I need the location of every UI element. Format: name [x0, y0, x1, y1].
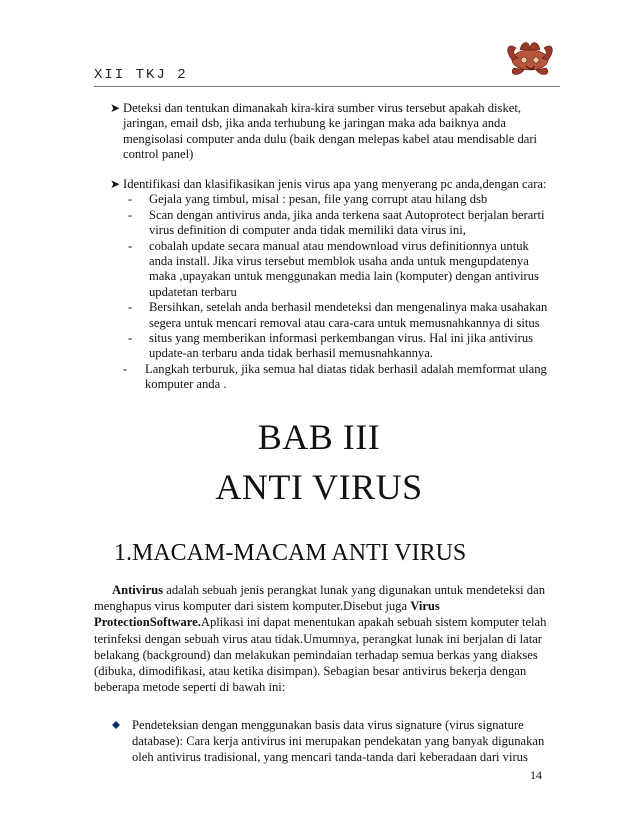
list-item: - situs yang memberikan informasi perkembangan virus. Hal ini jika antivirus update-an terbaru anda tidak berhasil memusnahkannya.	[128, 331, 534, 361]
term-virus-protection: Virus ProtectionSoftware.	[94, 599, 440, 630]
diamond-bullet-icon	[112, 721, 120, 729]
step-text: situs yang memberikan informasi perkembangan virus. Hal ini jika antivirus update-an terbaru anda tidak berhasil memusnahkannya.	[149, 331, 534, 361]
step-text: Langkah terburuk, jika semua hal diatas tidak berhasil adalah memformat ulang komputer anda .	[145, 361, 547, 392]
bullet-item-detect	[110, 101, 550, 163]
header-label: XII TKJ 2	[94, 67, 188, 83]
bullet-item-identify	[110, 177, 550, 393]
step-text: cobalah update secara manual atau mendownload virus definitionnya untuk anda install. Jika virus tersebut memblok usaha anda untuk mengupdatenya maka ,upayakan untuk menggunakan media lain (komputer) dengan antivirus updatetan terbaru	[149, 238, 539, 299]
paragraph-text: Aplikasi ini dapat menentukan apakah sebuah sistem komputer telah terinfeksi dengan sebuah virus atau tidak.Umumnya, perangkat lunak ini berjalan di latar belakang (background) dan melakukan pemindaian terhadap semua berkas yang diakses (dibuka, dimodifikasi, atau ketika disimpan). Sebagian besar antivirus bekerja dengan beberapa metode seperti di bawah ini:	[94, 615, 547, 695]
bullet-text: Identifikasi dan klasifikasikan jenis virus apa yang menyerang pc anda,dengan cara:	[123, 177, 547, 191]
chapter-number: BAB III	[257, 417, 381, 457]
term-antivirus: Antivirus	[112, 583, 164, 597]
list-item: - cobalah update secara manual atau mendownload virus definitionnya untuk anda install. Jika virus tersebut memblok usaha anda untuk mengupdatenya maka ,upayakan untuk menggunakan media lain (komputer) dengan antivirus updatetan terbaru	[128, 238, 539, 299]
header-rule	[94, 86, 560, 87]
arrow-bullet-icon: ➤	[110, 177, 121, 191]
list-item: - Bersihkan, setelah anda berhasil mendeteksi dan mengenalinya maka usahakan segera untuk mencari removal atau cara-cara untuk memusnahkannya di situs	[128, 300, 548, 330]
step-text: Gejala yang timbul, misal : pesan, file yang corrupt atau hilang dsb	[149, 192, 488, 207]
step-text: Bersihkan, setelah anda berhasil mendeteksi dan mengenalinya maka usahakan segera untuk mencari removal atau cara-cara untuk memusnahkannya di situs	[149, 300, 548, 330]
step-text: Scan dengan antivirus anda, jika anda terkena saat Autoprotect berjalan berarti virus definition di computer anda tidak memiliki data virus ini,	[149, 207, 545, 238]
list-item: - Gejala yang timbul, misal : pesan, file yang corrupt atau hilang dsb	[128, 192, 488, 207]
page-number: 14	[530, 768, 542, 782]
chapter-title: ANTI VIRUS	[215, 467, 423, 507]
section-heading: 1.MACAM-MACAM ANTI VIRUS	[114, 540, 467, 566]
decorative-ornament-icon	[500, 38, 560, 78]
list-item: - Scan dengan antivirus anda, jika anda terkena saat Autoprotect berjalan berarti virus definition di computer anda tidak memiliki data virus ini,	[128, 207, 545, 238]
bullet-text: Deteksi dan tentukan dimanakah kira-kira sumber virus tersebut apakah disket, jaringan, email dsb, jika anda terhubung ke jaringan maka ada baiknya anda mengisolasi computer anda dulu (baik dengan melepas kabel atau mendisable dari control panel)	[123, 101, 538, 162]
method-text: Pendeteksian dengan menggunakan basis data virus signature (virus signature database): Cara kerja antivirus ini merupakan pendekatan yang banyak digunakan oleh antivirus tradisional, yang mencari tanda-tanda dari keberadaan dari virus	[132, 718, 545, 765]
arrow-bullet-icon: ➤	[110, 101, 121, 115]
body-paragraph	[94, 582, 552, 695]
method-list-item	[112, 717, 552, 766]
paragraph-text: adalah sebuah jenis perangkat lunak yang digunakan untuk mendeteksi dan menghapus virus komputer dari sistem komputer.Disebut juga	[94, 583, 545, 614]
list-item: - Langkah terburuk, jika semua hal diatas tidak berhasil adalah memformat ulang komputer anda .	[123, 361, 547, 392]
steps-list	[123, 192, 550, 392]
